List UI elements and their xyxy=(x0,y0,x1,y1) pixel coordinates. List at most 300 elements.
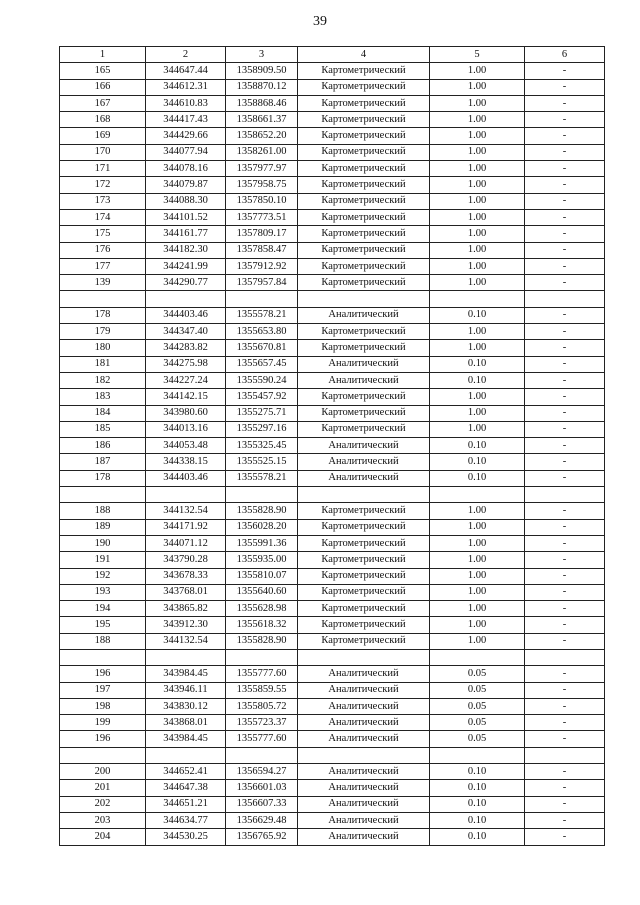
page-number: 39 xyxy=(313,14,327,29)
cell-accuracy: 1.00 xyxy=(430,405,525,421)
cell-coord-x: 344647.44 xyxy=(146,63,226,79)
cell-point-number: 178 xyxy=(60,470,146,486)
table-row xyxy=(60,275,605,291)
cell-coord-x: 344241.99 xyxy=(146,258,226,274)
table-row xyxy=(60,535,605,551)
cell-coord-y: 1355859.55 xyxy=(226,682,298,698)
cell-accuracy: 1.00 xyxy=(430,324,525,340)
cell-point-number: 139 xyxy=(60,275,146,291)
cell-coord-y: 1355810.07 xyxy=(226,568,298,584)
cell-accuracy: 1.00 xyxy=(430,519,525,535)
table-row xyxy=(60,633,605,649)
table-body xyxy=(60,63,605,845)
cell-note: - xyxy=(525,356,605,372)
cell-coord-x: 344634.77 xyxy=(146,812,226,828)
cell-coord-y: 1355991.36 xyxy=(226,535,298,551)
cell-coord-y: 1355653.80 xyxy=(226,324,298,340)
cell-coord-x: 344078.16 xyxy=(146,161,226,177)
cell-coord-x: 343984.45 xyxy=(146,666,226,682)
cell-point-number: 184 xyxy=(60,405,146,421)
cell-coord-x: 344132.54 xyxy=(146,633,226,649)
table-row xyxy=(60,112,605,128)
cell-accuracy: 0.10 xyxy=(430,307,525,323)
separator-row xyxy=(60,649,605,665)
table-row xyxy=(60,503,605,519)
cell-accuracy: 0.05 xyxy=(430,715,525,731)
cell-point-number: 200 xyxy=(60,764,146,780)
cell-note: - xyxy=(525,584,605,600)
cell-method: Картометрический xyxy=(298,568,430,584)
cell-coord-y: 1355670.81 xyxy=(226,340,298,356)
table-row xyxy=(60,682,605,698)
header-cell-5: 5 xyxy=(430,47,525,63)
cell-point-number: 188 xyxy=(60,633,146,649)
cell-accuracy: 1.00 xyxy=(430,584,525,600)
table-row xyxy=(60,552,605,568)
cell-method xyxy=(298,747,430,763)
cell-coord-x: 344079.87 xyxy=(146,177,226,193)
cell-note: - xyxy=(525,519,605,535)
cell-coord-x: 344610.83 xyxy=(146,95,226,111)
cell-point-number: 178 xyxy=(60,307,146,323)
cell-accuracy: 0.10 xyxy=(430,356,525,372)
cell-point-number: 194 xyxy=(60,601,146,617)
table-row xyxy=(60,242,605,258)
cell-accuracy: 1.00 xyxy=(430,617,525,633)
table-row xyxy=(60,666,605,682)
cell-note: - xyxy=(525,666,605,682)
cell-coord-x: 344612.31 xyxy=(146,79,226,95)
table-row xyxy=(60,470,605,486)
cell-method: Картометрический xyxy=(298,633,430,649)
cell-point-number: 196 xyxy=(60,731,146,747)
cell-accuracy: 1.00 xyxy=(430,193,525,209)
cell-point-number: 190 xyxy=(60,535,146,551)
cell-coord-x: 344101.52 xyxy=(146,209,226,225)
cell-accuracy: 1.00 xyxy=(430,340,525,356)
cell-point-number: 170 xyxy=(60,144,146,160)
cell-method: Картометрический xyxy=(298,79,430,95)
cell-method: Аналитический xyxy=(298,470,430,486)
cell-coord-y: 1357977.97 xyxy=(226,161,298,177)
table-row xyxy=(60,79,605,95)
cell-coord-y: 1356594.27 xyxy=(226,764,298,780)
cell-coord-x: 344171.92 xyxy=(146,519,226,535)
cell-method: Картометрический xyxy=(298,552,430,568)
cell-point-number: 188 xyxy=(60,503,146,519)
cell-coord-y: 1357912.92 xyxy=(226,258,298,274)
cell-accuracy: 0.10 xyxy=(430,780,525,796)
table-row xyxy=(60,226,605,242)
cell-accuracy: 0.05 xyxy=(430,682,525,698)
cell-coord-x: 343678.33 xyxy=(146,568,226,584)
cell-coord-y: 1357773.51 xyxy=(226,209,298,225)
table-row xyxy=(60,454,605,470)
cell-method: Аналитический xyxy=(298,812,430,828)
cell-coord-y: 1358909.50 xyxy=(226,63,298,79)
table-row xyxy=(60,258,605,274)
cell-accuracy: 1.00 xyxy=(430,552,525,568)
cell-coord-y: 1358661.37 xyxy=(226,112,298,128)
cell-method: Картометрический xyxy=(298,405,430,421)
cell-accuracy: 0.05 xyxy=(430,731,525,747)
header-cell-1: 1 xyxy=(60,47,146,63)
cell-method: Аналитический xyxy=(298,356,430,372)
cell-point-number: 169 xyxy=(60,128,146,144)
cell-method: Картометрический xyxy=(298,258,430,274)
table-row xyxy=(60,438,605,454)
cell-note: - xyxy=(525,633,605,649)
cell-coord-x: 344283.82 xyxy=(146,340,226,356)
cell-point-number: 204 xyxy=(60,829,146,845)
cell-accuracy: 1.00 xyxy=(430,568,525,584)
cell-note xyxy=(525,649,605,665)
cell-note: - xyxy=(525,601,605,617)
table-header-row xyxy=(60,47,605,63)
cell-point-number: 187 xyxy=(60,454,146,470)
cell-note: - xyxy=(525,503,605,519)
cell-method: Картометрический xyxy=(298,584,430,600)
cell-point-number: 175 xyxy=(60,226,146,242)
header-cell-4: 4 xyxy=(298,47,430,63)
cell-note: - xyxy=(525,682,605,698)
cell-accuracy: 1.00 xyxy=(430,79,525,95)
cell-coord-y: 1355578.21 xyxy=(226,470,298,486)
table-row xyxy=(60,63,605,79)
cell-coord-y xyxy=(226,649,298,665)
cell-note: - xyxy=(525,552,605,568)
cell-accuracy: 0.10 xyxy=(430,812,525,828)
cell-method: Картометрический xyxy=(298,112,430,128)
cell-note: - xyxy=(525,193,605,209)
cell-coord-x: 343980.60 xyxy=(146,405,226,421)
table-row xyxy=(60,731,605,747)
cell-coord-y: 1355628.98 xyxy=(226,601,298,617)
table-row xyxy=(60,698,605,714)
cell-accuracy: 0.10 xyxy=(430,764,525,780)
cell-accuracy: 0.10 xyxy=(430,372,525,388)
cell-coord-x xyxy=(146,649,226,665)
table-row xyxy=(60,177,605,193)
table-row xyxy=(60,193,605,209)
cell-coord-x: 344088.30 xyxy=(146,193,226,209)
cell-coord-y: 1355618.32 xyxy=(226,617,298,633)
cell-coord-y: 1355297.16 xyxy=(226,421,298,437)
cell-point-number: 180 xyxy=(60,340,146,356)
cell-accuracy xyxy=(430,649,525,665)
cell-accuracy: 1.00 xyxy=(430,209,525,225)
cell-note: - xyxy=(525,764,605,780)
cell-accuracy: 0.10 xyxy=(430,454,525,470)
cell-method: Аналитический xyxy=(298,764,430,780)
table-row xyxy=(60,405,605,421)
cell-coord-y: 1355805.72 xyxy=(226,698,298,714)
cell-method: Картометрический xyxy=(298,503,430,519)
cell-note: - xyxy=(525,698,605,714)
cell-accuracy: 1.00 xyxy=(430,633,525,649)
table-row xyxy=(60,617,605,633)
cell-method: Картометрический xyxy=(298,242,430,258)
cell-method: Картометрический xyxy=(298,63,430,79)
table-row xyxy=(60,389,605,405)
cell-note xyxy=(525,291,605,307)
table-row xyxy=(60,356,605,372)
cell-accuracy: 1.00 xyxy=(430,389,525,405)
header-cell-6: 6 xyxy=(525,47,605,63)
table-row xyxy=(60,584,605,600)
cell-point-number: 181 xyxy=(60,356,146,372)
cell-point-number: 167 xyxy=(60,95,146,111)
cell-coord-x: 344429.66 xyxy=(146,128,226,144)
table-row xyxy=(60,324,605,340)
cell-point-number: 182 xyxy=(60,372,146,388)
cell-accuracy: 1.00 xyxy=(430,128,525,144)
cell-point-number: 201 xyxy=(60,780,146,796)
cell-accuracy: 0.10 xyxy=(430,829,525,845)
cell-coord-y: 1355325.45 xyxy=(226,438,298,454)
cell-coord-y: 1355657.45 xyxy=(226,356,298,372)
cell-coord-y: 1355525.15 xyxy=(226,454,298,470)
cell-method: Картометрический xyxy=(298,128,430,144)
cell-method: Картометрический xyxy=(298,193,430,209)
table-row xyxy=(60,796,605,812)
cell-accuracy: 1.00 xyxy=(430,177,525,193)
cell-coord-y: 1357809.17 xyxy=(226,226,298,242)
cell-note xyxy=(525,747,605,763)
table-row xyxy=(60,764,605,780)
cell-method: Картометрический xyxy=(298,226,430,242)
cell-accuracy: 0.10 xyxy=(430,438,525,454)
cell-note: - xyxy=(525,617,605,633)
header-cell-3: 3 xyxy=(226,47,298,63)
cell-coord-y: 1358870.12 xyxy=(226,79,298,95)
cell-point-number: 186 xyxy=(60,438,146,454)
cell-coord-x: 343768.01 xyxy=(146,584,226,600)
cell-coord-x: 344161.77 xyxy=(146,226,226,242)
cell-point-number: 173 xyxy=(60,193,146,209)
cell-accuracy: 1.00 xyxy=(430,242,525,258)
cell-note: - xyxy=(525,79,605,95)
cell-coord-y xyxy=(226,291,298,307)
cell-coord-x: 344338.15 xyxy=(146,454,226,470)
cell-coord-y: 1355457.92 xyxy=(226,389,298,405)
cell-note: - xyxy=(525,324,605,340)
cell-coord-x: 343865.82 xyxy=(146,601,226,617)
cell-note: - xyxy=(525,780,605,796)
cell-point-number: 193 xyxy=(60,584,146,600)
cell-method xyxy=(298,487,430,503)
table-row xyxy=(60,95,605,111)
cell-note: - xyxy=(525,438,605,454)
cell-point-number: 192 xyxy=(60,568,146,584)
cell-method: Аналитический xyxy=(298,829,430,845)
cell-accuracy xyxy=(430,291,525,307)
cell-point-number: 199 xyxy=(60,715,146,731)
cell-point-number: 168 xyxy=(60,112,146,128)
cell-point-number xyxy=(60,747,146,763)
cell-note: - xyxy=(525,275,605,291)
coordinates-table xyxy=(59,46,605,846)
cell-coord-y: 1356607.33 xyxy=(226,796,298,812)
cell-accuracy: 0.10 xyxy=(430,470,525,486)
cell-coord-x: 343830.12 xyxy=(146,698,226,714)
table-row xyxy=(60,421,605,437)
cell-method: Картометрический xyxy=(298,535,430,551)
cell-coord-y xyxy=(226,487,298,503)
cell-note: - xyxy=(525,796,605,812)
cell-method: Аналитический xyxy=(298,372,430,388)
cell-point-number: 166 xyxy=(60,79,146,95)
cell-coord-x: 344647.38 xyxy=(146,780,226,796)
table-row xyxy=(60,519,605,535)
cell-note: - xyxy=(525,161,605,177)
cell-coord-y: 1356765.92 xyxy=(226,829,298,845)
cell-accuracy: 1.00 xyxy=(430,258,525,274)
table-row xyxy=(60,144,605,160)
cell-note: - xyxy=(525,63,605,79)
table-row xyxy=(60,209,605,225)
cell-point-number: 177 xyxy=(60,258,146,274)
cell-point-number: 176 xyxy=(60,242,146,258)
cell-coord-y: 1358868.46 xyxy=(226,95,298,111)
cell-accuracy: 1.00 xyxy=(430,503,525,519)
cell-coord-x xyxy=(146,747,226,763)
cell-coord-x xyxy=(146,487,226,503)
cell-method: Аналитический xyxy=(298,666,430,682)
cell-coord-x: 344182.30 xyxy=(146,242,226,258)
separator-row xyxy=(60,291,605,307)
cell-coord-x xyxy=(146,291,226,307)
cell-note: - xyxy=(525,177,605,193)
cell-note: - xyxy=(525,340,605,356)
cell-accuracy: 1.00 xyxy=(430,161,525,177)
cell-accuracy: 1.00 xyxy=(430,226,525,242)
cell-point-number: 174 xyxy=(60,209,146,225)
cell-note: - xyxy=(525,209,605,225)
cell-method: Картометрический xyxy=(298,617,430,633)
cell-method: Картометрический xyxy=(298,95,430,111)
cell-coord-x: 343912.30 xyxy=(146,617,226,633)
cell-coord-y: 1356028.20 xyxy=(226,519,298,535)
cell-note: - xyxy=(525,144,605,160)
cell-note: - xyxy=(525,307,605,323)
cell-note: - xyxy=(525,812,605,828)
cell-note: - xyxy=(525,95,605,111)
cell-coord-x: 343946.11 xyxy=(146,682,226,698)
cell-method: Картометрический xyxy=(298,324,430,340)
table-row xyxy=(60,307,605,323)
cell-accuracy: 1.00 xyxy=(430,421,525,437)
cell-accuracy xyxy=(430,487,525,503)
table-row xyxy=(60,568,605,584)
cell-accuracy: 1.00 xyxy=(430,601,525,617)
cell-method: Картометрический xyxy=(298,421,430,437)
table-row xyxy=(60,715,605,731)
cell-note: - xyxy=(525,731,605,747)
cell-coord-y: 1355578.21 xyxy=(226,307,298,323)
cell-coord-x: 344652.41 xyxy=(146,764,226,780)
header-cell-2: 2 xyxy=(146,47,226,63)
cell-point-number: 197 xyxy=(60,682,146,698)
cell-note: - xyxy=(525,389,605,405)
cell-point-number: 195 xyxy=(60,617,146,633)
cell-method: Картометрический xyxy=(298,275,430,291)
cell-note: - xyxy=(525,715,605,731)
cell-coord-x: 344417.43 xyxy=(146,112,226,128)
cell-coord-y: 1355640.60 xyxy=(226,584,298,600)
cell-note: - xyxy=(525,568,605,584)
cell-coord-x: 344142.15 xyxy=(146,389,226,405)
cell-point-number: 179 xyxy=(60,324,146,340)
cell-note: - xyxy=(525,829,605,845)
cell-coord-x: 344651.21 xyxy=(146,796,226,812)
cell-coord-y: 1358261.00 xyxy=(226,144,298,160)
cell-coord-y: 1355828.90 xyxy=(226,633,298,649)
cell-method: Аналитический xyxy=(298,780,430,796)
cell-point-number: 202 xyxy=(60,796,146,812)
cell-point-number: 183 xyxy=(60,389,146,405)
table-row xyxy=(60,340,605,356)
cell-coord-x: 343790.28 xyxy=(146,552,226,568)
cell-note: - xyxy=(525,258,605,274)
cell-point-number: 172 xyxy=(60,177,146,193)
cell-coord-x: 344053.48 xyxy=(146,438,226,454)
cell-coord-y: 1355828.90 xyxy=(226,503,298,519)
table-row xyxy=(60,812,605,828)
cell-point-number: 171 xyxy=(60,161,146,177)
cell-coord-y: 1357850.10 xyxy=(226,193,298,209)
cell-coord-x: 344132.54 xyxy=(146,503,226,519)
cell-coord-x: 344403.46 xyxy=(146,470,226,486)
separator-row xyxy=(60,487,605,503)
cell-coord-y: 1357957.84 xyxy=(226,275,298,291)
cell-coord-y: 1357858.47 xyxy=(226,242,298,258)
cell-method: Картометрический xyxy=(298,519,430,535)
cell-accuracy: 1.00 xyxy=(430,112,525,128)
cell-coord-y: 1356601.03 xyxy=(226,780,298,796)
cell-coord-y: 1358652.20 xyxy=(226,128,298,144)
cell-coord-y: 1356629.48 xyxy=(226,812,298,828)
cell-coord-y xyxy=(226,747,298,763)
cell-coord-y: 1355777.60 xyxy=(226,731,298,747)
cell-method: Аналитический xyxy=(298,731,430,747)
cell-coord-x: 344290.77 xyxy=(146,275,226,291)
cell-note: - xyxy=(525,470,605,486)
cell-accuracy: 1.00 xyxy=(430,275,525,291)
table-row xyxy=(60,780,605,796)
cell-note: - xyxy=(525,372,605,388)
cell-coord-y: 1355723.37 xyxy=(226,715,298,731)
cell-method: Картометрический xyxy=(298,177,430,193)
cell-point-number: 198 xyxy=(60,698,146,714)
cell-accuracy: 1.00 xyxy=(430,535,525,551)
cell-coord-y: 1355777.60 xyxy=(226,666,298,682)
cell-coord-x: 344347.40 xyxy=(146,324,226,340)
cell-method: Аналитический xyxy=(298,307,430,323)
cell-accuracy: 1.00 xyxy=(430,95,525,111)
cell-accuracy: 0.05 xyxy=(430,698,525,714)
table-row xyxy=(60,161,605,177)
table-row xyxy=(60,601,605,617)
cell-method: Аналитический xyxy=(298,715,430,731)
cell-method: Аналитический xyxy=(298,682,430,698)
cell-point-number: 191 xyxy=(60,552,146,568)
cell-method: Картометрический xyxy=(298,161,430,177)
cell-point-number: 165 xyxy=(60,63,146,79)
cell-coord-x: 344530.25 xyxy=(146,829,226,845)
cell-method: Аналитический xyxy=(298,438,430,454)
cell-note: - xyxy=(525,242,605,258)
